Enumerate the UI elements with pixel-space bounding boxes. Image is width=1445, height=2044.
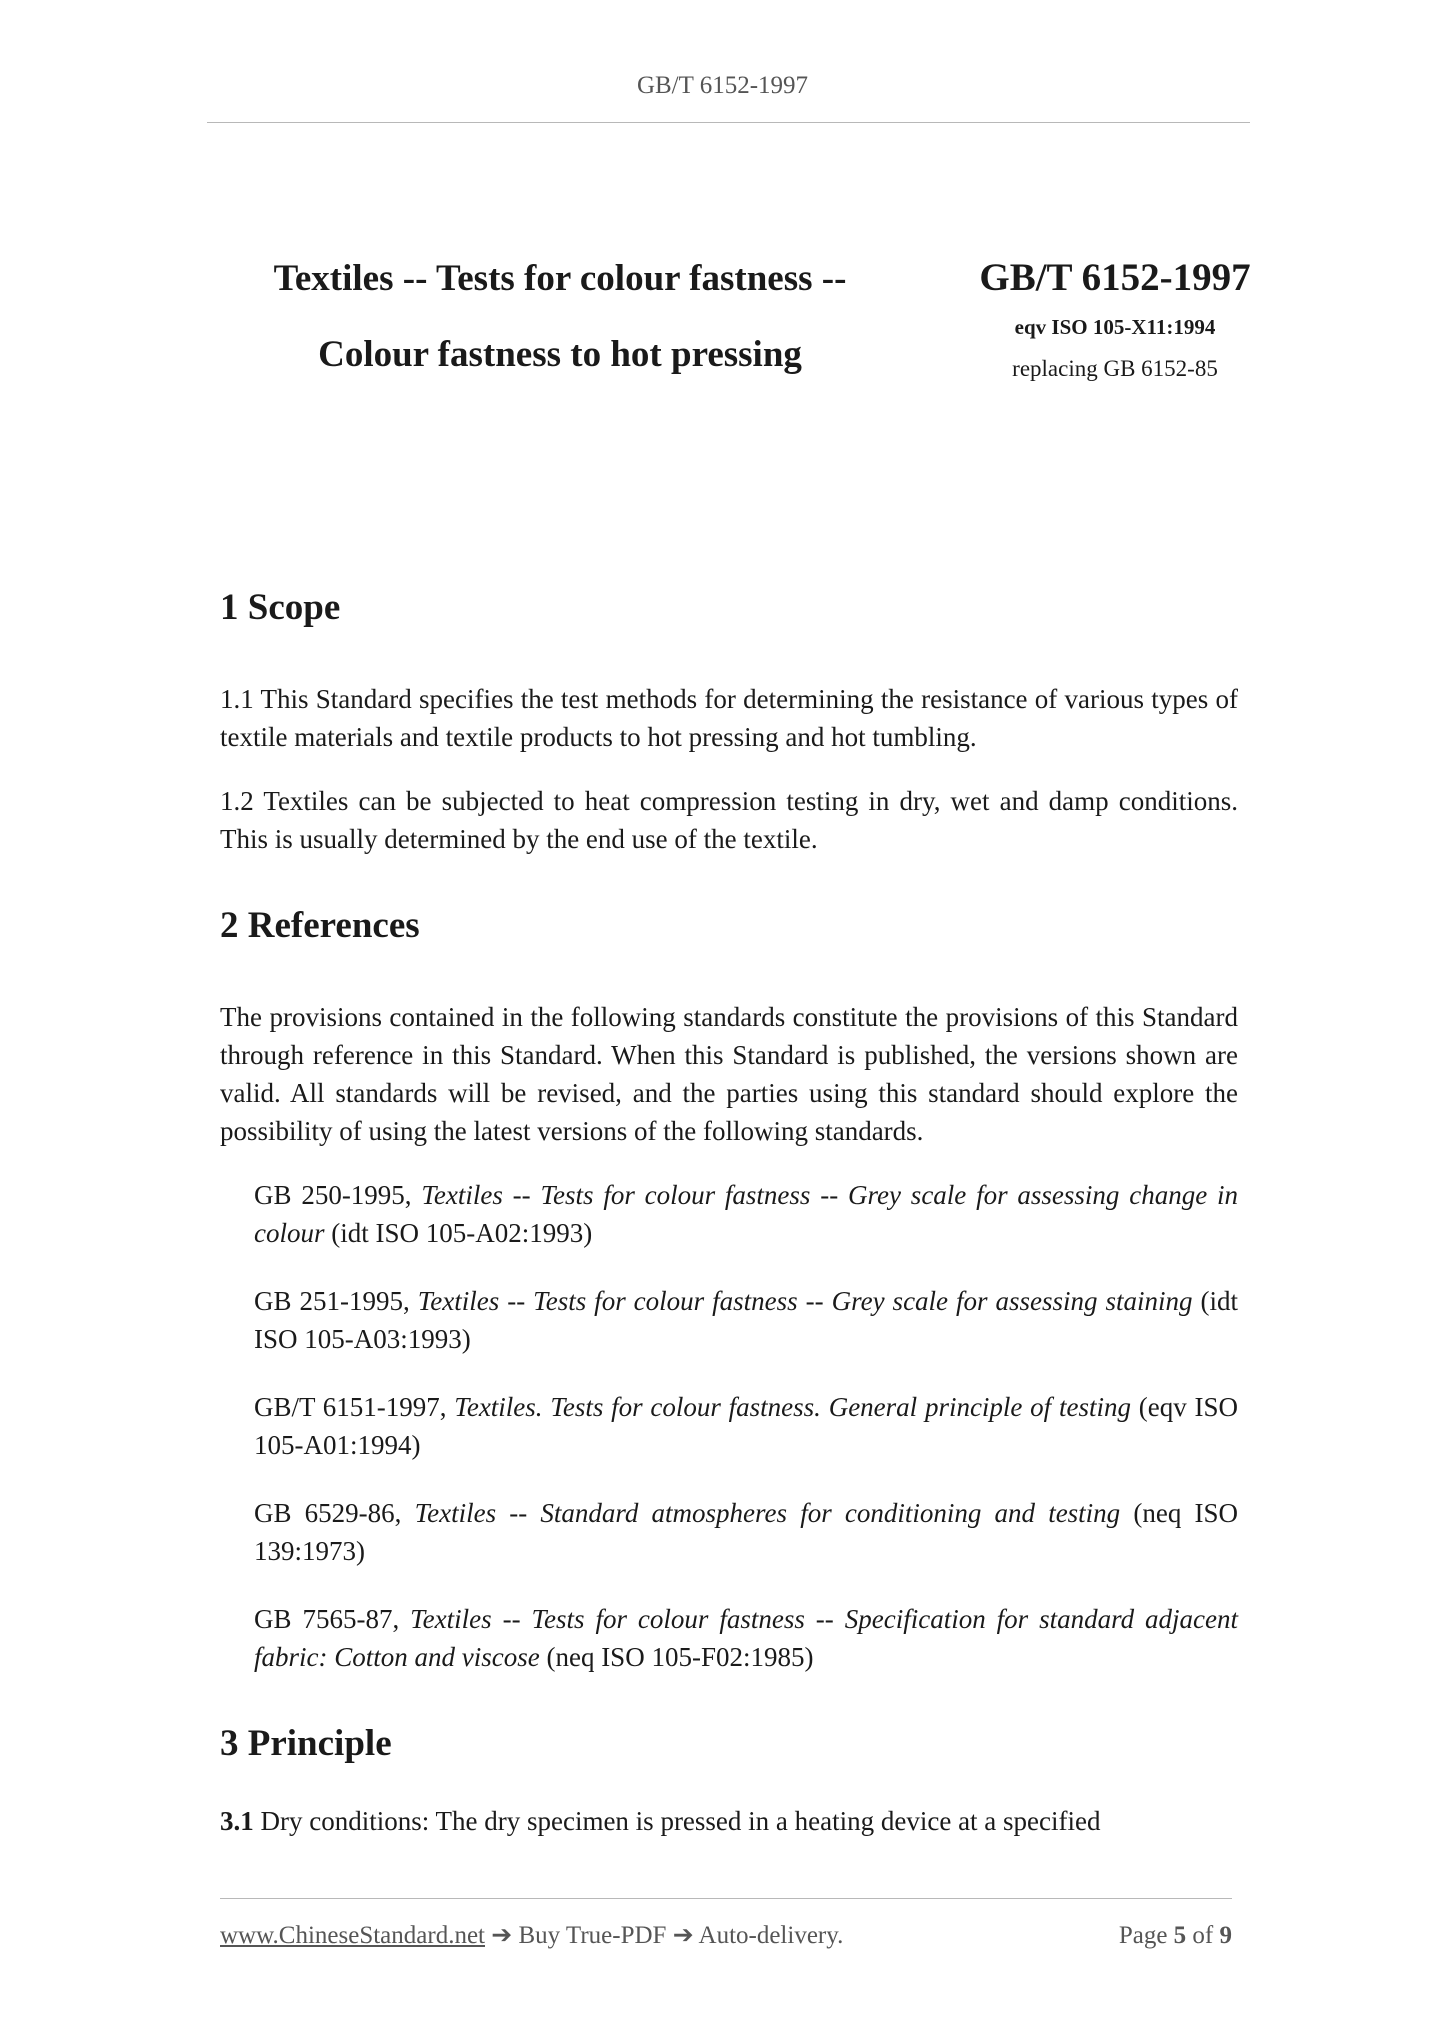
page-indicator (1119, 1918, 1232, 1954)
running-header: GB/T 6152-1997 (636, 72, 809, 99)
buy-pdf-text: Buy True-PDF (518, 1922, 667, 1949)
total-pages: 9 (1219, 1922, 1232, 1949)
section-heading-references: 2 References (220, 905, 420, 946)
reference-title: Textiles -- Tests for colour fastness -- Grey scale for assessing change in colour (254, 1180, 1238, 1248)
clause-number: 3.1 (220, 1806, 254, 1836)
reference-title: Textiles -- Standard atmospheres for conditioning and testing (414, 1498, 1121, 1528)
standard-code: GB/T 6152-1997 (979, 256, 1251, 299)
reference-note: (idt ISO 105-A03:1993) (254, 1286, 1239, 1354)
reference-code: GB 251-1995, (254, 1286, 418, 1316)
paragraph-1-1: 1.1 This Standard specifies the test methods for determining the resistance of various types of textile materials and textile products to hot pressing and hot tumbling. (220, 684, 1238, 752)
footer-divider (220, 1898, 1232, 1899)
page-footer (220, 1918, 1232, 1954)
arrow-right-icon: ➔ (666, 1922, 699, 1949)
title-line-1: Textiles -- Tests for colour fastness -- (273, 258, 847, 299)
document-title (240, 250, 880, 384)
current-page: 5 (1173, 1922, 1187, 1949)
reference-title: Textiles -- Tests for colour fastness -- Specification for standard adjacent fabric: Cotton and viscose (254, 1604, 1239, 1672)
reference-code: GB 6529-86, (254, 1498, 415, 1528)
reference-item (254, 1388, 1238, 1464)
document-body (220, 580, 1238, 1840)
of-label: of (1186, 1922, 1220, 1949)
replacing-note: replacing GB 6152-85 (1012, 356, 1218, 381)
section-heading-scope: 1 Scope (220, 587, 341, 628)
paragraph-1-2: 1.2 Textiles can be subjected to heat compression testing in dry, wet and damp conditions. This is usually determined by the end use of the textile. (220, 786, 1238, 854)
auto-delivery-text: Auto-delivery. (698, 1922, 844, 1949)
reference-list (220, 1176, 1238, 1676)
reference-note: (neq ISO 139:1973) (254, 1498, 1238, 1566)
header-divider (207, 122, 1250, 123)
reference-item (254, 1494, 1238, 1570)
reference-code: GB/T 6151-1997, (254, 1392, 455, 1422)
clause-text: Dry conditions: The dry specimen is pressed in a heating device at a specified (253, 1806, 1101, 1836)
equivalence-note: eqv ISO 105-X11:1994 (1014, 315, 1216, 339)
standard-designation (900, 252, 1330, 384)
reference-item (254, 1282, 1238, 1358)
reference-note: (eqv ISO 105-A01:1994) (254, 1392, 1238, 1460)
reference-title: Textiles. Tests for colour fastness. General principle of testing (454, 1392, 1131, 1422)
title-line-2: Colour fastness to hot pressing (318, 334, 802, 375)
section-heading-principle: 3 Principle (220, 1723, 392, 1764)
website-link[interactable]: www.ChineseStandard.net (220, 1922, 485, 1949)
reference-code: GB 7565-87, (254, 1604, 411, 1634)
reference-note: (neq ISO 105-F02:1985) (539, 1642, 814, 1672)
reference-note: (idt ISO 105-A02:1993) (324, 1218, 593, 1248)
references-intro: The provisions contained in the following standards constitute the provisions of this Standard through reference in this Standard. When this Standard is published, the versions shown are valid. All standards will be revised, and the parties using this standard should explore the possibility of using the latest versions of the following standards. (220, 1002, 1238, 1146)
reference-title: Textiles -- Tests for colour fastness -- Grey scale for assessing staining (417, 1286, 1193, 1316)
page-label: Page (1118, 1922, 1174, 1949)
reference-item (254, 1176, 1238, 1252)
arrow-right-icon: ➔ (485, 1922, 519, 1949)
reference-code: GB 250-1995, (254, 1180, 422, 1210)
reference-item (254, 1600, 1238, 1676)
paragraph-3-1 (220, 1802, 1238, 1840)
